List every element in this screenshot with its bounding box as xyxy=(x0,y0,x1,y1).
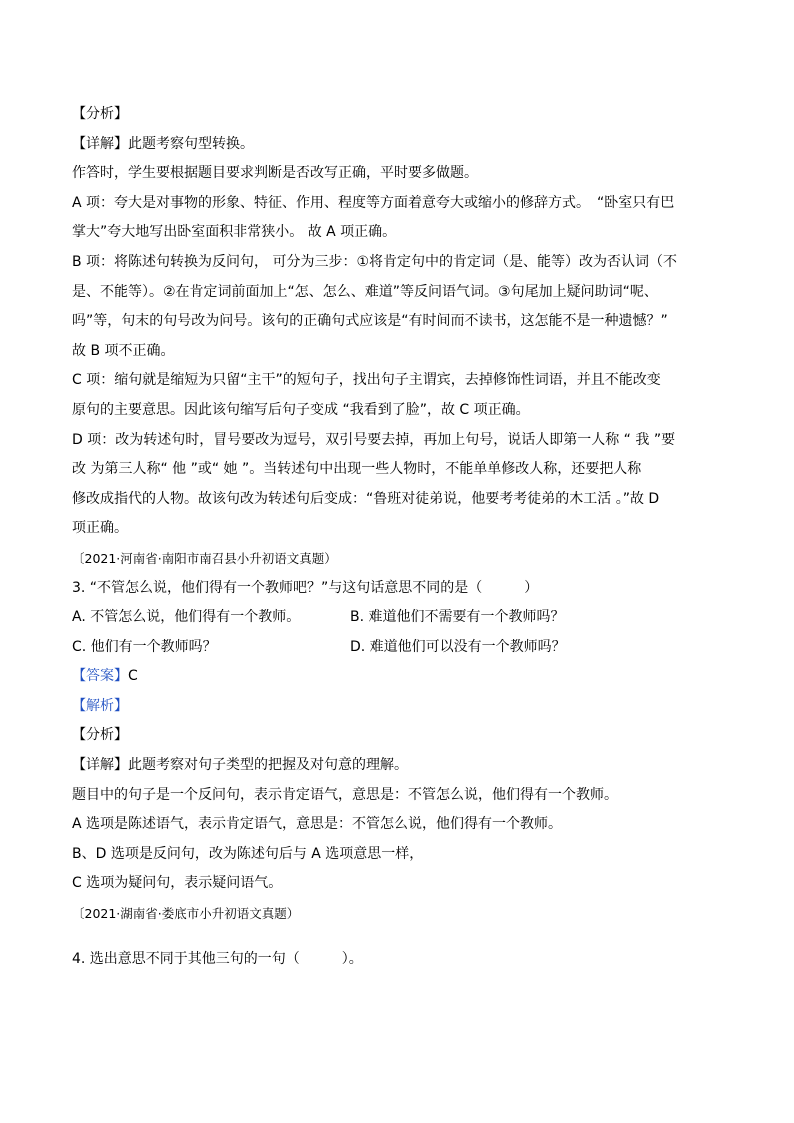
detail-text: 故 B 项不正确。 xyxy=(72,342,175,359)
detail-text: B 项：将陈述句转换为反问句， 可分为三步：①将肯定句中的肯定词（是、能等）改为否认词（不 xyxy=(72,253,678,270)
analysis-heading: 【分析】 xyxy=(72,106,128,122)
source-citation: 〔2021·河南省·南阳市南召县小升初语文真题） xyxy=(72,550,337,566)
answer-label: 【答案】 xyxy=(72,668,128,685)
detail-text: 题目中的句子是一个反问句，表示肯定语气，意思是：不管怎么说，他们得有一个教师。 xyxy=(72,786,618,803)
detail-text: D 项：改为转述句时，冒号要改为逗号，双引号要去掉，再加上句号，说话人即第一人称 “ 我 ”要 xyxy=(72,431,676,448)
detail-text: 【详解】此题考察句型转换。 xyxy=(72,135,254,152)
detail-text: 吗”等，句末的句号改为问号。该句的正确句式应该是“有时间而不读书，这怎能不是一种遗憾？” xyxy=(72,313,668,330)
detail-text: B、D 选项是反问句，改为陈述句后与 A 选项意思一样， xyxy=(72,845,424,862)
detail-text: 原句的主要意思。因此该句缩写后句子变成 “我看到了脸”，故 C 项正确。 xyxy=(72,401,530,418)
detail-text: 作答时，学生要根据题目要求判断是否改写正确，平时要多做题。 xyxy=(72,165,478,182)
spacer xyxy=(72,929,724,945)
options-row xyxy=(72,633,724,663)
option-d: D. 难道他们可以没有一个教师吗？ xyxy=(350,638,566,655)
detail-text: A 选项是陈述语气，表示肯定语气，意思是：不管怎么说，他们得有一个教师。 xyxy=(72,816,563,833)
detail-text: 改 为第三人称“ 他 ”或“ 她 ”。当转述句中出现一些人物时，不能单单修改人称，还要把人称 xyxy=(72,461,642,478)
option-a: A. 不管怎么说，他们得有一个教师。 xyxy=(72,609,301,626)
answer-line xyxy=(72,662,724,692)
analysis-heading: 【分析】 xyxy=(72,727,128,744)
detail-text: 是、不能等）。②在肯定词前面加上“怎、怎么、难道”等反问语气词。③句尾加上疑问助词“呢、 xyxy=(72,283,658,300)
option-b: B. 难道他们不需要有一个教师吗？ xyxy=(350,609,565,626)
question-3: 3. “不管怎么说，他们得有一个教师吧？”与这句话意思不同的是（ ） xyxy=(72,579,539,596)
source-citation: 〔2021·湖南省·娄底市小升初语文真题） xyxy=(72,906,300,922)
detail-text: 掌大”夸大地写出卧室面积非常狭小。 故 A 项正确。 xyxy=(72,224,397,241)
option-c: C. 他们有一个教师吗？ xyxy=(72,638,217,655)
detail-text: C 项：缩句就是缩短为只留“主干”的短句子，找出句子主谓宾，去掉修饰性词语，并且不能改变 xyxy=(72,372,661,389)
detail-text: 项正确。 xyxy=(72,520,128,537)
detail-text: 【详解】此题考察对句子类型的把握及对句意的理解。 xyxy=(72,757,408,774)
document-page xyxy=(72,100,724,974)
options-row xyxy=(72,603,724,633)
detail-text: A 项：夸大是对事物的形象、特征、作用、程度等方面着意夸大或缩小的修辞方式。 “卧室只有巴 xyxy=(72,194,675,211)
jiexi-heading: 【解析】 xyxy=(72,697,128,714)
question-4: 4. 选出意思不同于其他三句的一句（ ）。 xyxy=(72,950,363,967)
answer-value: C xyxy=(128,668,138,685)
detail-text: 修改成指代的人物。故该句改为转述句后变成：“鲁班对徒弟说，他要考考徒弟的木工活 。”故 D xyxy=(72,490,660,507)
detail-text: C 选项为疑问句，表示疑问语气。 xyxy=(72,875,283,892)
